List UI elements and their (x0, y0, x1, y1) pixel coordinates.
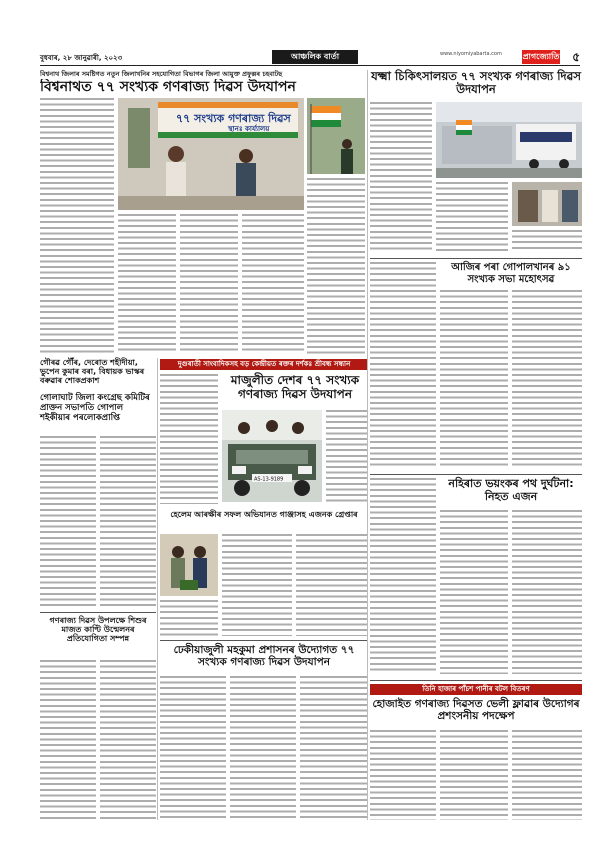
hojai-body-col2 (440, 730, 508, 820)
dhekiajuli-headline: ঢেকীয়াজুলী মহকুমা প্ৰশাসনৰ উদ্যোগত ৭৭ সংখ্যক গণৰাজ্য দিৱস উদযাপন (173, 644, 355, 669)
lead-photo (118, 98, 304, 210)
lead-body-col2 (118, 214, 176, 354)
tb-body-col3 (512, 230, 582, 252)
website-text: www.niyomiyabarta.com (440, 51, 502, 57)
hojai-body-col1 (370, 730, 436, 820)
tb-body-col1 (370, 102, 432, 252)
dhekiajuli-body-col2 (230, 676, 296, 820)
column-rule (157, 358, 158, 820)
kids-body-col1 (40, 660, 96, 820)
page-number: ৫ (572, 50, 580, 64)
jeep-plate: AS-13-9189 (254, 476, 284, 483)
kids-headline: গণৰাজ্য দিৱস উপলক্ষে শিশুৰ মাজত কাণ্টি উন্মেলনৰ প্ৰতিযোগিতা সম্পন্ন (49, 616, 147, 644)
tb-photo-2 (512, 182, 582, 226)
lead-banner-text: ৭৭ সংখ্যক গণৰাজ্য দিৱস (176, 112, 291, 125)
section-label: আঞ্চলিক বাৰ্তা (272, 50, 358, 64)
accident-body-col1 (440, 510, 508, 674)
hojai-body-col3 (512, 730, 582, 820)
aajir-body-col1 (440, 290, 508, 468)
ganja-body-col1 (222, 534, 292, 636)
divider (160, 640, 368, 641)
golaghat-body-col2 (100, 436, 156, 606)
gaurav-headline: গৌৰৱ গৌঁৰ, দেৰোত শহীদীয়া, ভুপেন কুমাৰ বৰা, বিধায়ক ভাস্কৰ বৰুৱাৰ শোকপ্ৰকাশ (40, 358, 145, 386)
tb-headline: যক্ষ্মা চিকিৎসালয়ত ৭৭ সংখ্যক গণৰাজ্য দিৱস উদযাপন (371, 69, 581, 97)
kids-body-col2 (100, 660, 156, 820)
issue-date: বুধবাৰ, ২৮ জানুৱাৰী, ২০২৩ (40, 54, 123, 62)
lead-headline: বিশ্বনাথত ৭৭ সংখ্যক গণৰাজ্য দিৱস উদযাপন (40, 79, 296, 95)
divider (370, 474, 582, 475)
ganja-body-col0 (160, 600, 218, 636)
majuli-body-col0 (160, 374, 218, 504)
golaghat-headline: গোলাঘাট জিলা কংগ্ৰেছ কমিটিৰ প্ৰাক্তন সভাপতি গোপাল শইকীয়াৰ পৰলোকপ্ৰাপ্তি (40, 393, 150, 423)
hojai-headline: হোজাইত গণৰাজ্য দিৱসত ভেলী ফ্লাৱাৰ উদ্যোগৰ প্ৰশংসনীয় পদক্ষেপ (372, 698, 580, 723)
flag-photo (307, 98, 365, 174)
ganja-photo (160, 534, 218, 596)
tb-body-col2 (436, 182, 508, 252)
ganja-headline: হেলেম আৰক্ষীৰ সফল অভিযানত গাঞ্জাসহ এজনক গ্ৰেপ্তাৰ (170, 510, 358, 519)
majuli-kicker: দুগুৰাতী সাংবাদিকসহ বড় কেন্দ্ৰীয়ত ৰক্তৰ দৰ্শকঃ শ্ৰীবন্ধ সন্ধান (160, 359, 368, 370)
accident-body-col0 (370, 478, 436, 674)
aajir-headline: আজিৰ পৰা গোপালখানৰ ৯১ সংখ্যক সভা মহোৎসৱ (451, 262, 571, 285)
dhekiajuli-body-col3 (300, 676, 368, 820)
majuli-headline: মাজুলীত দেশৰ ৭৭ সংখ্যক গণৰাজ্য দিৱস উদযাপন (230, 373, 360, 401)
majuli-body-col2 (326, 410, 368, 504)
dhekiajuli-body-col1 (160, 676, 226, 820)
lead-body-col4 (242, 214, 304, 354)
lead-body-col3 (180, 214, 238, 354)
tb-photo (436, 102, 582, 178)
divider (370, 258, 582, 259)
lead-kicker: বিশ্বনাথ জিলাৰ সমষ্টিগত নতুন জিলাখনিৰ সহযোগিতা বিভাগৰ জিলা আয়ুক্ত প্ৰফুল্লৰ চহবাটছ (40, 70, 283, 78)
accident-body-col2 (512, 510, 582, 674)
lead-banner-sub: স্থানঃ কাৰ্য্যালয় (228, 125, 270, 133)
lead-body-col5 (307, 178, 365, 354)
masthead (40, 50, 580, 66)
divider (40, 612, 156, 613)
lead-body-col1b (40, 300, 114, 354)
ganja-body-col2 (296, 534, 368, 636)
jeep-photo (222, 410, 322, 502)
accident-headline: নহিৰাত ভয়ংকৰ পথ দুৰ্ঘটনা: নিহত এজন (448, 477, 574, 503)
hojai-kicker: তিনি হাজাৰ পাঁচশ পানীৰ বটল বিতৰণ (370, 684, 582, 695)
column-rule (367, 70, 368, 820)
lead-body-col1 (40, 98, 114, 298)
aajir-body-col0 (370, 262, 436, 468)
aajir-body-col2 (512, 290, 582, 468)
golaghat-body-col1 (40, 436, 96, 606)
newspaper-logo: প্ৰাগজ্যোতি (522, 50, 560, 64)
divider (370, 680, 582, 681)
